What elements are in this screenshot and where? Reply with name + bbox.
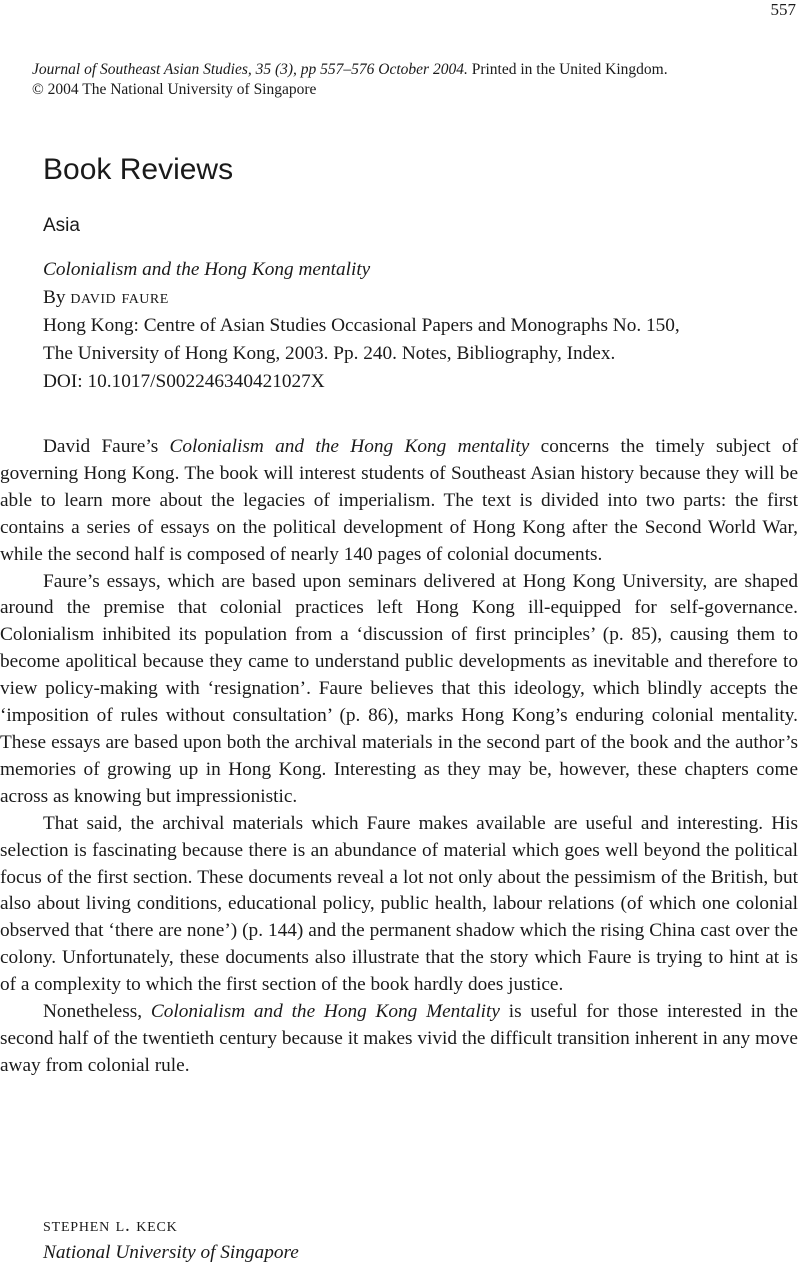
publisher-line-2: The University of Hong Kong, 2003. Pp. 240. Notes, Bibliography, Index. [43, 343, 616, 364]
p4-text: is useful for those interested in the second half of the twentieth century because it makes vivid the difficult transition inherent in any move away from colonial rule. [0, 1001, 798, 1076]
by-prefix: By [43, 287, 71, 308]
reviewer-name: stephen l. keck [43, 1215, 178, 1236]
book-info [43, 256, 800, 396]
region-heading: Asia [43, 215, 80, 236]
p1-intro: David Faure’s [43, 436, 170, 457]
book-doi: DOI: 10.1017/S002246340421027X [43, 371, 325, 392]
p1-book-title: Colonialism and the Hong Kong mentality [169, 436, 530, 457]
book-author: david faure [70, 287, 169, 308]
reviewer-affiliation: National University of Singapore [43, 1242, 299, 1263]
book-byline [43, 284, 800, 312]
publisher-line-1: Hong Kong: Centre of Asian Studies Occasional Papers and Monographs No. 150, [43, 315, 680, 336]
review-paragraph-2: Faure’s essays, which are based upon seminars delivered at Hong Kong University, are shaped around the premise that colonial practices left Hong Kong ill-equipped for self-governance. Colonialism inhibited its population from a ‘discussion of first principles’ (p. 85), causing them to become apolitical because they came to understand public developments as inevitable and therefore to view policy-making with ‘resignation’. Faure believes that this ideology, which blindly accepts the ‘imposition of rules without consultation’ (p. 86), marks Hong Kong’s enduring colonial mentality. These essays are based upon both the archival materials in the second part of the book and the author’s memories of growing up in Hong Kong. Interesting as they may be, however, these chapters come across as knowing but impressionistic. [0, 570, 798, 807]
review-paragraph-4 [0, 999, 798, 1080]
p1-text: concerns the timely subject of governing Hong Kong. The book will interest students of Southeast Asian history because they will be able to learn more about the legacies of imperialism. The text is divided into two parts: the first contains a series of essays on the political development of Hong Kong after the Second World War, while the second half is composed of nearly 140 pages of colonial documents. [0, 436, 798, 565]
reviewer-signature [43, 1212, 299, 1266]
journal-citation: Journal of Southeast Asian Studies, 35 (3), pp 557–576 October 2004. [32, 61, 468, 78]
journal-citation-line [32, 60, 668, 80]
page-number: 557 [770, 0, 796, 19]
copyright-notice: © 2004 The National University of Singapore [32, 81, 317, 98]
review-paragraph-3: That said, the archival materials which Faure makes available are useful and interesting. His selection is fascinating because there is an abundance of material which goes well beyond the political focus of the first section. These documents reveal a lot not only about the pessimism of the British, but also about living conditions, educational policy, public health, labour relations (of which one colonial observed that ‘there are none’) (p. 144) and the permanent shadow which the rising China cast over the colony. Unfortunately, these documents also illustrate that the story which Faure is trying to hint at is of a complexity to which the first section of the book hardly does justice. [0, 812, 798, 996]
review-paragraph-1 [0, 434, 798, 569]
printed-location: Printed in the United Kingdom. [467, 61, 668, 78]
p4-book-title: Colonialism and the Hong Kong Mentality [150, 1001, 500, 1023]
review-body [0, 434, 798, 1080]
book-title: Colonialism and the Hong Kong mentality [43, 259, 371, 280]
p4-intro: Nonetheless, [43, 1001, 151, 1023]
section-title: Book Reviews [43, 153, 234, 186]
